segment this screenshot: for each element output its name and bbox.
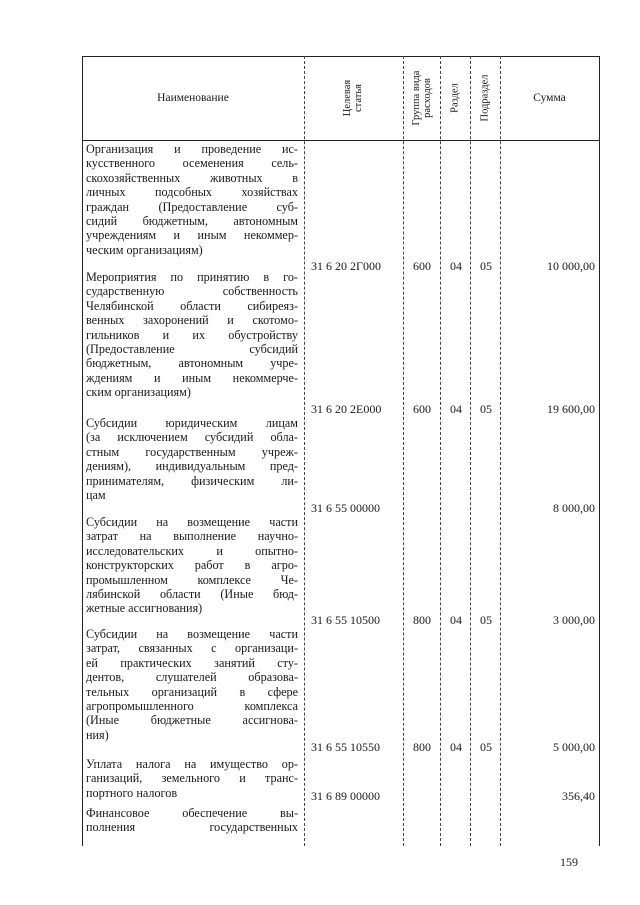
header-name-label: Наименование [157, 92, 229, 104]
table-row-group: 600 [413, 402, 431, 416]
column-border-right [599, 56, 600, 846]
table-row-sum: 10 000,00 [547, 259, 595, 273]
table-row-group: 800 [413, 613, 431, 627]
table-row-code: 31 6 89 00000 [311, 789, 380, 803]
header-name [82, 56, 304, 140]
table-row-name: Субсидии юридическим лицам (за исключением субсидий обла- стным государственным учреж- дениям), индивидуальным пред- принимателям, физическим ли- цам [86, 416, 298, 503]
table-row-code: 31 6 55 00000 [311, 501, 380, 515]
table-row-section: 04 [450, 259, 462, 273]
header-sum [500, 56, 599, 140]
header-sum-label: Сумма [533, 92, 566, 104]
header-expense-group: Группа вида расходов [411, 70, 433, 126]
table-row-group: 800 [413, 740, 431, 754]
column-border-subsection [500, 56, 501, 846]
table-row-code: 31 6 55 10500 [311, 613, 380, 627]
table-row-name: Субсидии на возмещение части затрат, связанных с организаци- ей практических занятий сту- дентов, слушателей образова- тельных организаций в сфере агропромышленного комплекса (Иные бюджетные ассигнова- ния) [86, 627, 298, 742]
table-row-name: Уплата налога на имущество ор- ганизаций, земельного и транс- портного налогов [86, 757, 298, 800]
table-row-section: 04 [450, 402, 462, 416]
table-row-name: Мероприятия по принятию в го- сударственную собственность Челябинской области сибиреяз- венных захоронений и скотомо- гильников и их обустройству (Предоставление субсидий бюджетным, автономным учре- ждениям и иным некоммерче- ским организациям) [86, 270, 298, 400]
table-row-subsection: 05 [480, 259, 492, 273]
table-row-sum: 8 000,00 [553, 501, 595, 515]
table-row-subsection: 05 [480, 613, 492, 627]
table-row-subsection: 05 [480, 740, 492, 754]
table-row-sum: 19 600,00 [547, 402, 595, 416]
table-row-subsection: 05 [480, 402, 492, 416]
column-border-group [440, 56, 441, 846]
column-border-name [304, 56, 305, 846]
table-row-name: Субсидии на возмещение части затрат на выполнение научно- исследовательских и опытно- конструкторских работ в агро- промышленном комплексе Че- лябинской области (Иные бюд- жетные ассигнования) [86, 515, 298, 616]
table-row-group: 600 [413, 259, 431, 273]
table-row-sum: 5 000,00 [553, 740, 595, 754]
table-row-section: 04 [450, 740, 462, 754]
header-subsection: Подраздел [479, 74, 491, 122]
table-row-sum: 356,40 [562, 789, 595, 803]
table-row-name: Финансовое обеспечение вы- полнения государственных [86, 806, 298, 835]
table-row-code: 31 6 55 10550 [311, 740, 380, 754]
column-border-left [82, 56, 83, 846]
column-border-code [403, 56, 404, 846]
table-row-code: 31 6 20 2Г000 [311, 259, 381, 273]
header-bottom-border [82, 140, 600, 141]
table-row-code: 31 6 20 2Е000 [311, 402, 382, 416]
header-section: Раздел [449, 83, 461, 113]
table-row-sum: 3 000,00 [553, 613, 595, 627]
table-row-name: Организация и проведение ис- кусственного осеменения сель- скохозяйственных животных в личных подсобных хозяйствах граждан (Предоставление суб- сидий бюджетным, автономным учреждениям и иным некоммер- ческим организациям) [86, 142, 298, 257]
column-border-section [470, 56, 471, 846]
table-row-section: 04 [450, 613, 462, 627]
header-target-article: Целевая статья [342, 79, 364, 117]
page-number: 159 [560, 855, 578, 869]
